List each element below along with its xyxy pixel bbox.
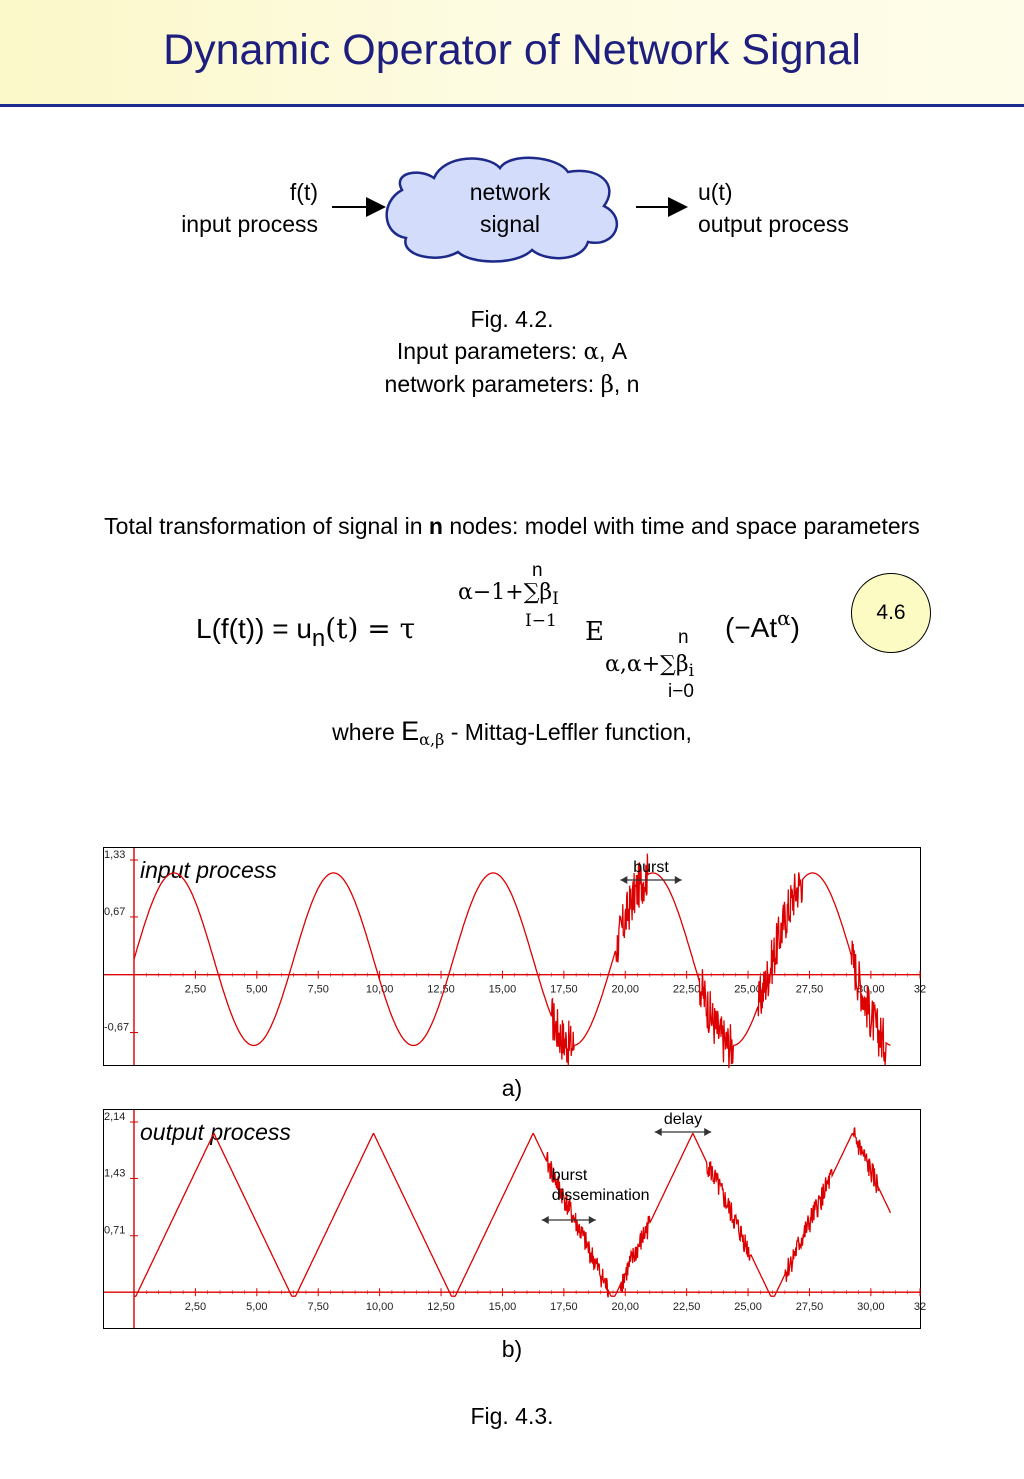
x-tick-label: 22,50 xyxy=(672,983,701,996)
fig42-network-params: network parameters: β, n xyxy=(384,371,640,398)
y-tick-label: 2,14 xyxy=(104,1111,126,1123)
annotation-arrowhead-left xyxy=(655,1128,662,1136)
output-label: output process xyxy=(698,211,849,237)
output-symbol: u(t) xyxy=(698,179,733,205)
annotation-arrowhead-left xyxy=(542,1216,549,1224)
series-line xyxy=(134,1128,891,1298)
equation-number-badge xyxy=(851,573,931,653)
x-tick-label: 15,00 xyxy=(488,1301,517,1314)
x-tick-label: 5,00 xyxy=(246,983,268,996)
page-title: Dynamic Operator of Network Signal xyxy=(163,26,861,74)
x-tick-label: 17,50 xyxy=(550,983,578,996)
x-tick-label: 10,00 xyxy=(365,983,394,996)
fig42-input-params: Input parameters: α, A xyxy=(396,338,628,365)
exponent: $\alpha-1+\sum\beta_I$ xyxy=(458,580,559,609)
input-symbol: f(t) xyxy=(289,179,318,205)
input-block xyxy=(100,176,318,240)
y-tick-label: 0,71 xyxy=(104,1224,126,1237)
x-tick-label: 17,50 xyxy=(550,1301,578,1314)
subscript-sum-bottom: i−0 xyxy=(668,681,694,702)
x-tick-label: 22,50 xyxy=(672,1301,701,1314)
fig43-caption: Fig. 4.3. xyxy=(470,1403,554,1429)
equation-lhs: L(f(t)) = un(t) = τ xyxy=(196,612,416,652)
x-tick-label: 15,00 xyxy=(488,983,517,996)
x-tick-label: 5,00 xyxy=(246,1301,268,1314)
annotation-label: burst xyxy=(633,859,669,876)
x-tick-label: 2,50 xyxy=(184,1301,207,1314)
x-tick-label: 32 xyxy=(913,1301,927,1314)
cloud-line-2: signal xyxy=(479,211,541,237)
mittag-leffler-E: E xyxy=(585,617,604,647)
chart-title: input process xyxy=(140,857,277,883)
chart-output-process xyxy=(103,1109,927,1329)
x-tick-label: 12,50 xyxy=(427,983,455,996)
series-line xyxy=(134,854,891,1069)
chart-a-label: a) xyxy=(501,1075,523,1101)
chart-input-process xyxy=(103,847,927,1066)
subscript-sum-top: n xyxy=(678,627,689,648)
annotation-label: burst xyxy=(551,1167,588,1184)
chart-output-process-svg xyxy=(104,1110,927,1328)
annotation-arrowhead-right xyxy=(675,876,682,884)
x-tick-label: 25,00 xyxy=(734,983,762,996)
annotation-arrowhead-left xyxy=(620,876,627,884)
x-tick-label: 20,00 xyxy=(611,1301,640,1314)
output-block xyxy=(698,176,918,240)
chart-b-label: b) xyxy=(501,1336,523,1362)
exponent-sum-bottom: I−1 xyxy=(525,611,557,631)
y-tick-label: 1,43 xyxy=(104,1167,126,1180)
where-line: where $E_{\alpha,\beta}$ - Mittag-Leffler function, xyxy=(332,716,692,749)
x-tick-label: 20,00 xyxy=(611,983,640,996)
x-tick-label: 30,00 xyxy=(857,1301,885,1314)
annotation-label: dissemination xyxy=(551,1187,650,1204)
equation-number: 4.6 xyxy=(876,601,906,624)
chart-input-process-svg xyxy=(104,848,927,1065)
cloud-label xyxy=(430,176,590,240)
chart-title: output process xyxy=(140,1119,291,1145)
cloud-line-1: network xyxy=(469,179,551,205)
x-tick-label: 30,00 xyxy=(857,983,885,996)
x-tick-label: 32 xyxy=(913,983,927,996)
y-tick-label: -0,67 xyxy=(104,1021,130,1034)
intro-text: Total transformation of signal in n nodes: model with time and space parameters xyxy=(104,513,920,539)
annotation-arrowhead-right xyxy=(704,1128,711,1136)
x-tick-label: 27,50 xyxy=(795,983,824,996)
x-tick-label: 2,50 xyxy=(184,983,207,996)
exponent-sum-top: n xyxy=(532,560,543,581)
x-tick-label: 7,50 xyxy=(307,1301,329,1314)
y-tick-label: 1,33 xyxy=(104,849,126,861)
x-tick-label: 12,50 xyxy=(427,1301,455,1314)
annotation-label: delay xyxy=(663,1111,703,1128)
E-argument: $(-At^\alpha)$ xyxy=(725,606,800,643)
x-tick-label: 7,50 xyxy=(307,983,329,996)
annotation-arrowhead-right xyxy=(589,1216,596,1224)
x-tick-label: 10,00 xyxy=(365,1301,394,1314)
y-tick-label: 0,67 xyxy=(104,905,126,918)
E-subscript: $\alpha,\alpha+\sum\beta_i$ xyxy=(605,652,695,681)
fig42-caption-block xyxy=(212,303,812,401)
x-tick-label: 27,50 xyxy=(795,1301,824,1314)
fig42-caption: Fig. 4.2. xyxy=(470,306,554,332)
x-tick-label: 25,00 xyxy=(734,1301,762,1314)
input-label: input process xyxy=(181,211,318,237)
